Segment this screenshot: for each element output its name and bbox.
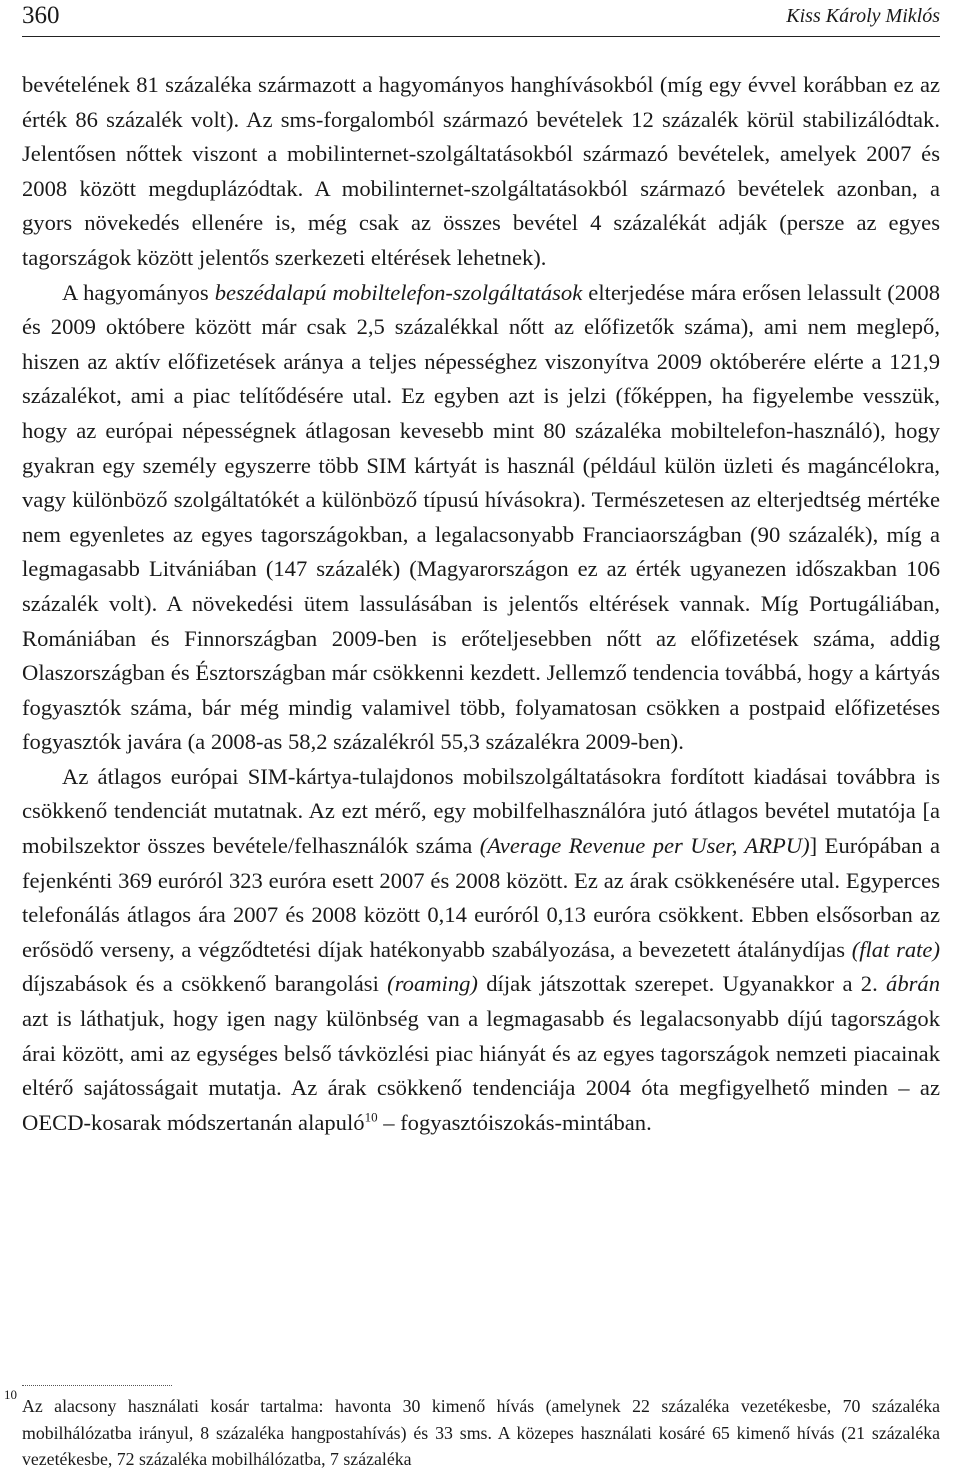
text-segment: A hagyományos [62, 279, 215, 305]
text-segment: díjak játszottak szerepet. Ugyanakkor a 2. [477, 971, 887, 997]
footnote-separator [22, 1385, 172, 1386]
italic-term: beszédalapú mobiltelefon-szolgáltatások [214, 279, 583, 305]
italic-term: (roaming) [387, 971, 478, 997]
italic-term: (Average Revenue per User, ARPU) [479, 833, 810, 859]
body-text [22, 68, 940, 1140]
italic-term: (flat rate) [851, 936, 940, 962]
text-segment: – fogyasztóiszokás-mintában. [377, 1109, 652, 1135]
footnote: 10 Az alacsony használati kosár tartalma: havonta 30 kimenő hívás (amelynek 22 százaléka vezetékesbe, 70 százaléka mobilhálózatba irányul, 8 százaléka hangpostahívás) és 33 sms. A közepes használati kosáré 65 kimenő hívás (21 százaléka vezetékesbe, 72 százaléka mobilhálózatba, 7 százaléka [22, 1393, 940, 1473]
paragraph [22, 276, 940, 760]
footnote-reference[interactable]: 10 [364, 1109, 378, 1125]
text-segment: díjszabások és a csökkenő barangolási [22, 971, 388, 997]
text-segment: Az átlagos európai SIM-kártya-tulajdonos mobilszolgáltatásokra fordított kiadásai továbbra is csökkenő tendenciát mutatnak. Az ezt mérő, egy mobilfelhasználóra jutó átlagos bevétel mutatója [a mobilszektor összes bevétele/felhasználók száma [22, 763, 940, 859]
text-segment: bevételének 81 százaléka származott a hagyományos hanghívásokból (míg egy évvel korábban ez az érték 86 százalék volt). Az sms-forgalomból származó bevételek 12 százalék körül stabilizálódtak. Jelentősen nőttek viszont a mobilinternet-szolgáltatásokból származó bevételek, amelyek 2007 és 2008 között megduplázódtak. A mobilinternet-szolgáltatásokból származó bevételek azonban, a gyors növekedés ellenére is, még csak az összes bevétel 4 százalékát adják (persze az egyes tagországok között jelentős szerkezeti eltérések lehetnek). [22, 72, 940, 270]
page-header [22, 0, 940, 37]
text-segment: ] Európában a fejenkénti 369 euróról 323 euróra esett 2007 és 2008 között. Ez az árak csökkenésére utal. Egyperces telefonálás átlagos ára 2007 és 2008 között 0,14 euróról 0,13 euróra csökkent. Ebben elsősorban az erősödő verseny, a végződtetési díjak hatékonyabb szabályozása, a bevezetett átalánydíjas [22, 833, 940, 962]
text-segment: elterjedése mára erősen lelassult (2008 és 2009 októbere között már csak 2,5 százalékkal nőtt az előfizetők száma), ami nem meglepő, hiszen az aktív előfizetések aránya a teljes népességhez viszonyítva 2009 októberére elérte a 121,9 százalékot, ami a piac telítődésére utal. Ez egyben azt is jelzi (főképpen, ha figyelembe vesszük, hogy az európai népességnek átlagosan kevesebb mint 80 százaléka mobiltelefon-használó), hogy gyakran egy személy egyszerre több SIM kártyát is használ (például külön üzleti és magáncélokra, vagy különböző szolgáltatókét a különböző típusú hívásokra). Természetesen az elterjedtség mértéke nem egyenletes az egyes tagországokban, a legalacsonyabb Franciaországban (90 százalék), míg a legmagasabb Litvániában (147 százalék) (Magyarországon ez az érték ugyanezen időszakban 106 százalék volt). A növekedési ütem lassulásában is jelentős eltérések vannak. Míg Portugáliában, Romániában és Finnországban 2009-ben is erőteljesebben nőtt az előfizetések száma, addig Olaszországban és Észtországban már csökkenni kezdett. Jellemző tendencia továbbá, hogy a kártyás fogyasztók száma, bár még mindig valamivel több, folyamatosan csökken a postpaid előfizetéses fogyasztók javára (a 2008-as 58,2 százalékról 55,3 százalékra 2009-ben). [22, 279, 940, 755]
running-head-author: Kiss Károly Miklós [786, 5, 940, 27]
text-segment: azt is láthatjuk, hogy igen nagy különbség van a legmagasabb és legalacsonyabb díjú tagországok árai között, ami az egységes belső távközlési piac hiányát és az egyes tagországok nemzeti piacainak eltérő sajátosságait mutatja. Az árak csökkenő tendenciája 2004 óta megfigyelhető minden – az OECD-kosarak módszertanán alapuló [22, 1006, 940, 1135]
italic-term: ábrán [886, 971, 940, 997]
footnote-text: Az alacsony használati kosár tartalma: havonta 30 kimenő hívás (amelynek 22 százaléka vezetékesbe, 70 százaléka mobilhálózatba irányul, 8 százaléka hangpostahívás) és 33 sms. A közepes használati kosáré 65 kimenő hívás (21 százaléka vezetékesbe, 72 százaléka mobilhálózatba, 7 százaléka [22, 1396, 940, 1469]
paragraph [22, 68, 940, 276]
page-number: 360 [22, 2, 60, 29]
paragraph [22, 760, 940, 1141]
